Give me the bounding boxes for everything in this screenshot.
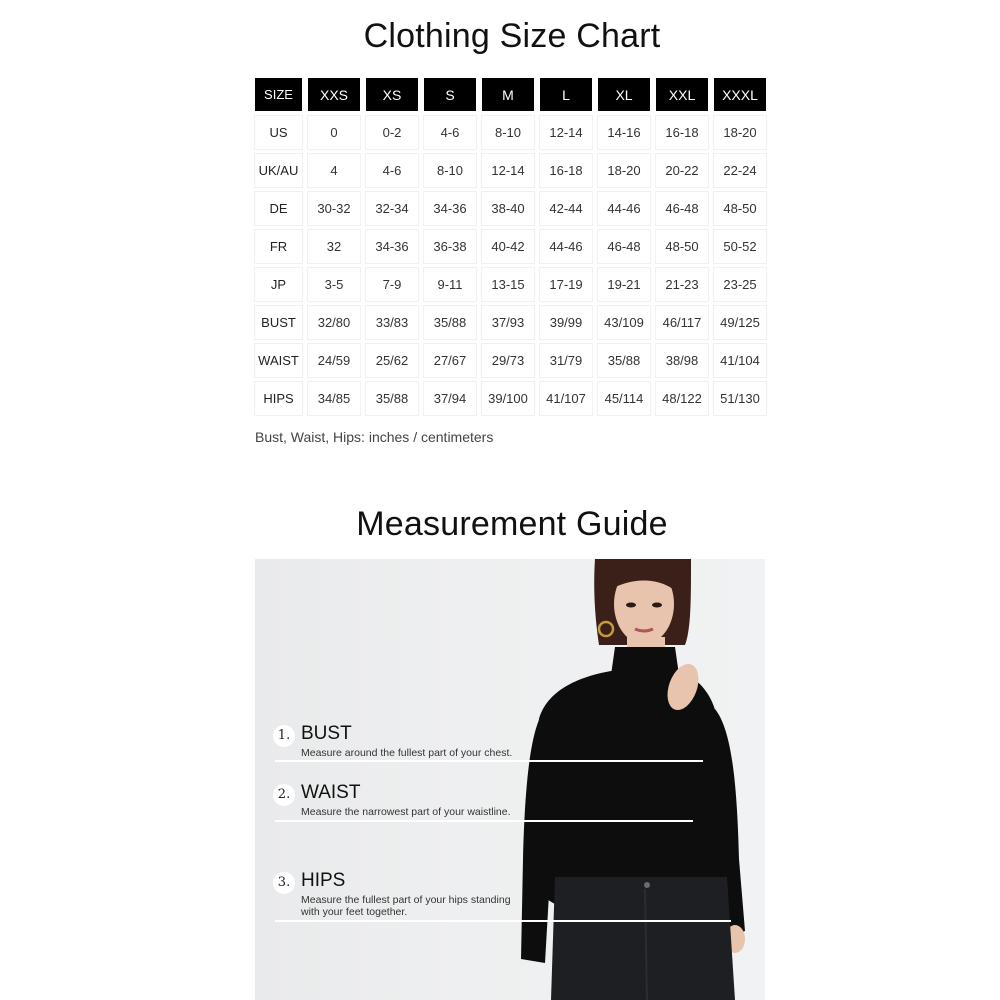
size-value-cell: 32 bbox=[308, 230, 360, 263]
size-row-label: BUST bbox=[255, 306, 302, 339]
size-value-cell: 21-23 bbox=[656, 268, 708, 301]
size-value-cell: 4-6 bbox=[424, 116, 476, 149]
size-value-cell: 50-52 bbox=[714, 230, 766, 263]
size-value-cell: 42-44 bbox=[540, 192, 592, 225]
size-value-cell: 30-32 bbox=[308, 192, 360, 225]
size-value-cell: 23-25 bbox=[714, 268, 766, 301]
size-value-cell: 25/62 bbox=[366, 344, 418, 377]
size-header-cell: M bbox=[482, 78, 534, 111]
size-value-cell: 9-11 bbox=[424, 268, 476, 301]
size-value-cell: 49/125 bbox=[714, 306, 766, 339]
measure-line bbox=[275, 820, 693, 822]
size-row-label: HIPS bbox=[255, 382, 302, 415]
size-value-cell: 38/98 bbox=[656, 344, 708, 377]
measure-number: 1. bbox=[273, 725, 295, 747]
size-row-us bbox=[255, 116, 766, 149]
size-value-cell: 8-10 bbox=[482, 116, 534, 149]
size-value-cell: 35/88 bbox=[424, 306, 476, 339]
size-row-hips bbox=[255, 382, 766, 415]
size-value-cell: 24/59 bbox=[308, 344, 360, 377]
size-value-cell: 29/73 bbox=[482, 344, 534, 377]
size-row-de bbox=[255, 192, 766, 225]
size-value-cell: 22-24 bbox=[714, 154, 766, 187]
size-value-cell: 35/88 bbox=[598, 344, 650, 377]
size-header-cell: S bbox=[424, 78, 476, 111]
size-value-cell: 19-21 bbox=[598, 268, 650, 301]
model-eye-right bbox=[652, 603, 662, 608]
size-value-cell: 0-2 bbox=[366, 116, 418, 149]
size-value-cell: 14-16 bbox=[598, 116, 650, 149]
size-value-cell: 48/122 bbox=[656, 382, 708, 415]
size-value-cell: 39/100 bbox=[482, 382, 534, 415]
size-value-cell: 18-20 bbox=[714, 116, 766, 149]
size-header-cell: SIZE bbox=[255, 78, 302, 111]
model-pants-button bbox=[644, 882, 650, 888]
size-value-cell: 37/94 bbox=[424, 382, 476, 415]
size-value-cell: 46-48 bbox=[598, 230, 650, 263]
size-header-cell: XXXL bbox=[714, 78, 766, 111]
size-value-cell: 32/80 bbox=[308, 306, 360, 339]
size-value-cell: 31/79 bbox=[540, 344, 592, 377]
size-value-cell: 33/83 bbox=[366, 306, 418, 339]
size-value-cell: 36-38 bbox=[424, 230, 476, 263]
size-row-label: US bbox=[255, 116, 302, 149]
size-value-cell: 44-46 bbox=[540, 230, 592, 263]
size-value-cell: 45/114 bbox=[598, 382, 650, 415]
size-value-cell: 39/99 bbox=[540, 306, 592, 339]
size-row-label: UK/AU bbox=[255, 154, 302, 187]
size-value-cell: 34/85 bbox=[308, 382, 360, 415]
size-header-cell: XXL bbox=[656, 78, 708, 111]
size-value-cell: 8-10 bbox=[424, 154, 476, 187]
measure-line bbox=[275, 760, 703, 762]
size-row-fr bbox=[255, 230, 766, 263]
size-value-cell: 20-22 bbox=[656, 154, 708, 187]
size-header-row bbox=[255, 78, 766, 111]
size-row-label: FR bbox=[255, 230, 302, 263]
size-value-cell: 12-14 bbox=[540, 116, 592, 149]
model-pants bbox=[551, 877, 735, 1000]
model-turtleneck bbox=[611, 647, 679, 675]
size-value-cell: 46-48 bbox=[656, 192, 708, 225]
measure-label: WAIST bbox=[301, 782, 361, 803]
size-value-cell: 17-19 bbox=[540, 268, 592, 301]
size-value-cell: 16-18 bbox=[656, 116, 708, 149]
model-torso bbox=[525, 671, 730, 909]
measure-description: Measure the narrowest part of your waistline. bbox=[301, 806, 511, 818]
size-header-cell: XXS bbox=[308, 78, 360, 111]
size-value-cell: 37/93 bbox=[482, 306, 534, 339]
size-value-cell: 12-14 bbox=[482, 154, 534, 187]
size-value-cell: 38-40 bbox=[482, 192, 534, 225]
size-value-cell: 34-36 bbox=[366, 230, 418, 263]
model-eye-left bbox=[626, 603, 636, 608]
size-row-jp bbox=[255, 268, 766, 301]
size-row-label: DE bbox=[255, 192, 302, 225]
measure-description: Measure around the fullest part of your chest. bbox=[301, 747, 513, 759]
size-value-cell: 32-34 bbox=[366, 192, 418, 225]
size-value-cell: 3-5 bbox=[308, 268, 360, 301]
measurement-guide-image bbox=[255, 559, 765, 1000]
measure-label: BUST bbox=[301, 723, 352, 744]
size-row-uk-au bbox=[255, 154, 766, 187]
measure-label: HIPS bbox=[301, 870, 346, 891]
measure-description: Measure the fullest part of your hips standing with your feet together. bbox=[301, 894, 511, 918]
size-value-cell: 18-20 bbox=[598, 154, 650, 187]
size-value-cell: 13-15 bbox=[482, 268, 534, 301]
size-row-label: JP bbox=[255, 268, 302, 301]
measure-line bbox=[275, 920, 731, 922]
units-note: Bust, Waist, Hips: inches / centimeters bbox=[255, 429, 494, 445]
size-value-cell: 0 bbox=[308, 116, 360, 149]
size-row-bust bbox=[255, 306, 766, 339]
size-value-cell: 4 bbox=[308, 154, 360, 187]
size-header-cell: XS bbox=[366, 78, 418, 111]
size-value-cell: 16-18 bbox=[540, 154, 592, 187]
size-value-cell: 41/104 bbox=[714, 344, 766, 377]
size-value-cell: 51/130 bbox=[714, 382, 766, 415]
size-value-cell: 27/67 bbox=[424, 344, 476, 377]
size-value-cell: 4-6 bbox=[366, 154, 418, 187]
size-header-cell: L bbox=[540, 78, 592, 111]
model-figure-illustration bbox=[255, 559, 765, 1000]
size-chart-title: Clothing Size Chart bbox=[363, 17, 661, 55]
size-value-cell: 40-42 bbox=[482, 230, 534, 263]
size-row-waist bbox=[255, 344, 766, 377]
size-row-label: WAIST bbox=[255, 344, 302, 377]
size-value-cell: 7-9 bbox=[366, 268, 418, 301]
size-value-cell: 48-50 bbox=[714, 192, 766, 225]
size-value-cell: 35/88 bbox=[366, 382, 418, 415]
size-value-cell: 44-46 bbox=[598, 192, 650, 225]
measure-number: 3. bbox=[273, 872, 295, 894]
size-value-cell: 46/117 bbox=[656, 306, 708, 339]
size-value-cell: 34-36 bbox=[424, 192, 476, 225]
measure-number: 2. bbox=[273, 784, 295, 806]
size-header-cell: XL bbox=[598, 78, 650, 111]
size-value-cell: 43/109 bbox=[598, 306, 650, 339]
size-value-cell: 41/107 bbox=[540, 382, 592, 415]
size-chart-table bbox=[249, 73, 772, 420]
measurement-guide-title: Measurement Guide bbox=[356, 505, 668, 543]
size-value-cell: 48-50 bbox=[656, 230, 708, 263]
